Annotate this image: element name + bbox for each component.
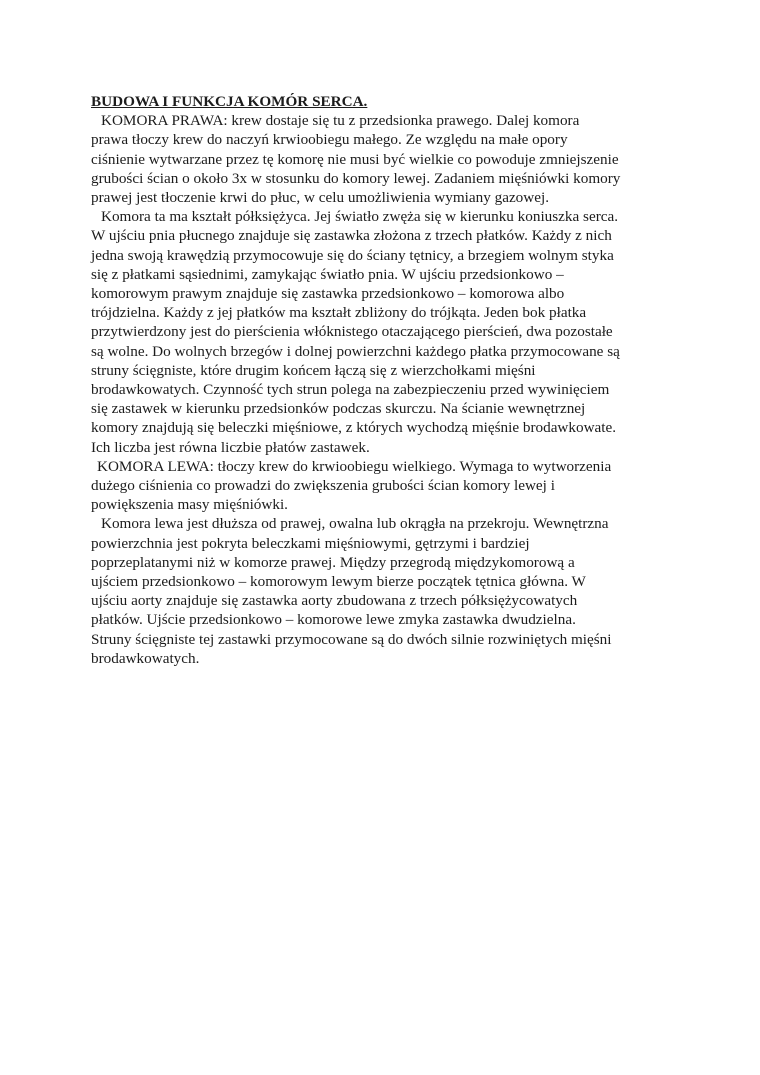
text-line: płatków. Ujście przedsionkowo – komorowe lewe zmyka zastawka dwudzielna. bbox=[91, 611, 576, 629]
text-line: Komora ta ma kształt półksiężyca. Jej światło zwęża się w kierunku koniuszka serca. bbox=[101, 208, 619, 226]
text-line: prawa tłoczy krew do naczyń krwioobiegu małego. Ze względu na małe opory bbox=[91, 131, 568, 149]
text-line: Ich liczba jest równa liczbie płatów zastawek. bbox=[91, 438, 370, 456]
text-line: prawej jest tłoczenie krwi do płuc, w celu umożliwienia wymiany gazowej. bbox=[91, 189, 550, 207]
text-line: struny ścięgniste, które drugim końcem łączą się z wierzchołkami mięśni bbox=[91, 361, 536, 379]
text-line: trójdzielna. Każdy z jej płatków ma kształt zbliżony do trójkąta. Jeden bok płatka bbox=[91, 304, 587, 322]
text-line: się z płatkami sąsiednimi, zamykając światło pnia. W ujściu przedsionkowo – bbox=[91, 265, 564, 283]
text-line: brodawkowatych. bbox=[91, 649, 200, 667]
text-line: KOMORA PRAWA: krew dostaje się tu z przedsionka prawego. Dalej komora bbox=[101, 112, 580, 130]
text-line: się zastawek w kierunku przedsionków podczas skurczu. Na ścianie wewnętrznej bbox=[91, 400, 586, 418]
text-line: dużego ciśnienia co prowadzi do zwiększenia grubości ścian komory lewej i bbox=[91, 477, 555, 495]
text-line: KOMORA LEWA: tłoczy krew do krwioobiegu wielkiego. Wymaga to wytworzenia bbox=[97, 457, 612, 475]
document-body bbox=[91, 111, 681, 668]
text-line: komorowym prawym znajduje się zastawka przedsionkowo – komorowa albo bbox=[91, 285, 565, 303]
text-line: są wolne. Do wolnych brzegów i dolnej powierzchni każdego płatka przymocowane są bbox=[91, 342, 620, 360]
text-line: W ujściu pnia płucnego znajduje się zastawka złożona z trzech płatków. Każdy z nich bbox=[91, 227, 612, 245]
text-line: grubości ścian o około 3x w stosunku do komory lewej. Zadaniem mięśniówki komory bbox=[91, 169, 621, 187]
document-title: BUDOWA I FUNKCJA KOMÓR SERCA. bbox=[91, 93, 368, 110]
text-line: komory znajdują się beleczki mięśniowe, z których wychodzą mięśnie brodawkowate. bbox=[91, 419, 617, 437]
text-line: powierzchnia jest pokryta beleczkami mięśniowymi, gętrzymi i bardziej bbox=[91, 534, 530, 552]
text-line: ciśnienie wytwarzane przez tę komorę nie musi być wielkie co powoduje zmniejszenie bbox=[91, 150, 619, 168]
text-line: Komora lewa jest dłuższa od prawej, owalna lub okrągła na przekroju. Wewnętrzna bbox=[101, 515, 609, 533]
document-page bbox=[91, 92, 681, 668]
text-line: jedna swoją krawędzią przymocowuje się do ściany tętnicy, a brzegiem wolnym styka bbox=[91, 246, 614, 264]
text-line: brodawkowatych. Czynność tych strun polega na zabezpieczeniu przed wywinięciem bbox=[91, 381, 610, 399]
text-line: ujściem przedsionkowo – komorowym lewym bierze początek tętnica główna. W bbox=[91, 573, 586, 591]
text-line: przytwierdzony jest do pierścienia włóknistego otaczającego pierścień, dwa pozostałe bbox=[91, 323, 613, 341]
text-line: poprzeplatanymi niż w komorze prawej. Między przegrodą międzykomorową a bbox=[91, 553, 575, 571]
text-line: ujściu aorty znajduje się zastawka aorty zbudowana z trzech półksiężycowatych bbox=[91, 592, 578, 610]
text-line: powiększenia masy mięśniówki. bbox=[91, 496, 288, 514]
text-line: Struny ścięgniste tej zastawki przymocowane są do dwóch silnie rozwiniętych mięśni bbox=[91, 630, 612, 648]
